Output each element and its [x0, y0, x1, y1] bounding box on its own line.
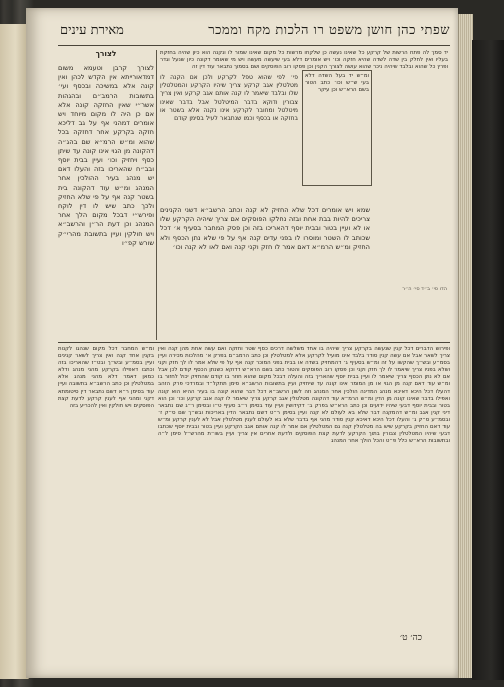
boxed-note — [302, 70, 372, 186]
left-column-heading — [58, 50, 154, 62]
main-text-top: יד סמך לה פתח הרשות של קרקע כל שאינו נעשה כן שלקחו מרשות כל מקום שאינו שמור לו ונקנה הוא כיון שהיה בחזקת בעליו ואין לחלק בין שדה לשדה שהיא חזקה וכו׳ ויש אומרים דלא בעי שיעשה מעשה ויש מי שאומר דקונה כיון שנעל וגדר ופרץ כל שהוא ובלבד שיהיה ניכר שהוא עושה לצורך הקנין וכן פסקו רוב הפוסקים ושם בסמוך נתבאר עוד דין זה — [160, 50, 448, 70]
commentary-right-upper: פי׳ לפי שהוא טפל לקרקע ולכן אם הקנה לו מטלטלין אגב קרקע צריך שיהיו הקרקע והמטלטלין שלו ובלבד שיאמר לו קנה אותם אגב קרקע ואין צריך צבורין ודוקא בדבר המיטלטל אבל בדבר שאינו מיטלטל ומחובר לקרקע אינו נקנה אלא בשטר או בחזקה או בכסף וכמו שנתבאר לעיל בסימן קודם — [160, 74, 298, 123]
left-column-heading-word: לצורך — [95, 50, 117, 58]
cover-edge — [472, 40, 504, 680]
running-header — [58, 22, 450, 44]
column-divider — [156, 50, 157, 340]
margin-note: הדו סי׳ ב״ד סי׳ ה״ר — [402, 286, 447, 292]
previous-page-edge — [0, 24, 29, 679]
commentary-left-upper: לצורך קרבן וטעמא משום דמדאורייתא אין הקדש לכהן ואין קונה אלא במשיכה ובכסף ועי׳ בתשובות הרמב״ם ובהגהות אשר״י שאין החזקה קונה אלא אם כן היה לו מקום מיוחד ויש אומרים דמהני אף על גב דליכא חזקה בקרקע אחר דחזקה בכל שהוא ומ״ש הרמ״א שם בהג״ה דהקונה מן הגוי אינו קונה עד שיתן כסף ויחזיק וכו׳ ועיין בבית יוסף ובב״ח שהאריכו בזה והעלו דאם יש מנהג בעיר ההולכין אחר המנהג ומ״ש עוד דהקונה בית בשטר קנה אף על פי שלא החזיק ולכך כתב שיש לו דין לוקח ופירש״י דבכל מקום הלך אחר המנהג וכן דעת הר״ן והרשב״א ויש חולקין ועיין בתשובת מהרי״ק שורש קפ״ו — [58, 64, 154, 247]
header-title: שפתי כהן חושן משפט רו הלכות מקח וממכר — [208, 23, 450, 38]
boxed-note-text: ומ״ש יד בעל השדה דלא בעי ש״ש וכו׳ כתב הטור בשם הרא״ש וכן עיקר — [305, 73, 369, 94]
commentary-lower-main: ופירוש הדברים דכל קנין שנעשה בקרקע צריך שיהיה בו אחד משלשה דרכים כסף שטר וחזקה ואם עשה אחת מהן קנה ואין צריך לשאר אבל אם עשה קנין סודר בלבד אינו מועיל לקרקע אלא למטלטלין וכן כתב הרמב״ם בפרק א׳ מהלכות מכירה ועיין בסמ״ע ובש״ך שהקשו על זה ומ״ש בסעיף ג׳ דהמחזיק בשדה או בבית בפני המוכר קנה אף על פי שלא אמר לו לך חזק וקני ושלא בפניו צריך שיאמר לו לך חזק וקני וכן פסקו רוב הפוסקים והטור כתב בשם הרא״ש דדוקא כשנתן הכסף קודם לכן אבל אם לא נתן הכסף צריך שיאמר לו ועיין בבית יוסף שהאריך בזה והעלה דבכל מקום שהוא חוזר בו קודם שהחזיק יכול לחזור בו ומ״ש עוד דאם קנה מן הגוי או מן המומר אינו קונה עד שיחזיק ועיין בתשובות הרשב״א סימן תתקל״ד ובמרדכי פרק הזהב דהעלו דכל היכא דאיכא מנהג המדינה הולכין אחר המנהג וזה לשון הרשב״א דכל דבר שהוא קונה בו בעיר ההיא הוא קונה ואפילו בדבר שאינו קונה מן הדין ומ״ש הרמ״א עוד דהקונה מטלטלין אגב קרקע צריך שיאמר לו קנה אגב קרקע וכו׳ וכן הוא בטור ובבית יוסף דבעי שיהיו ידועים וכן כתב הרא״ש בפרק ב׳ דקידושין ועיין עוד בסימן ר״ב סעיף ט״ו ובסימן ר״ג שם נתבאר דיני קנין אגב ומ״ש דהמקנה דבר שלא בא לעולם לא קנה ועיין בסימן ר״ט דשם נתבאר הדין באריכות ובש״ך שם ס״ק ז׳ ובסמ״ע ס״ק ג׳ והעלו דכל היכא דאיכא קנין סודר מהני אף בדבר שלא בא לעולם לענין מטלטלין אבל לא לענין קרקע ומ״ש עוד דאם החזיק בקרקע שיש בה מטלטלין קנה גם המטלטלין אם אמר לו קנה אותם אגב הקרקע ועיין בטור ובבית יוסף שכתבו דבעי שיהיו המטלטלין צבורין בתוך הקרקע לדעת קצת הפוסקים ולדעת אחרים אין צריך ועיין בשו״ת מהרש״ל סימן ל״ה ובתשובות הרא״ש כלל פ״ט והכל הולך אחר המנהג — [158, 346, 450, 445]
section-rule — [58, 342, 450, 343]
header-commentary-title: מאירת עינים — [60, 23, 124, 38]
header-rule — [58, 45, 450, 46]
main-text-middle: שמא ויש אומרים דכל שלא החזיק לא קנה וכתב הרשב״א דשני הקנינים צריכים להיות בבת אחת ובזה נחלקו הפוסקים אם צריך שיהיה הקרקע שלו או לא ועיין בטור ובבית יוסף דהאריכו בזה וכן פסק המחבר בסעיף א׳ דכל שכותב לו השטר ומוסרו לו בפני עדים קנה אף על פי שלא נתן הכסף ולא החזיק ומ״ש הרמ״א דאם אמר לו חזק וקני קנה ואם לאו לא קנה וכו׳ — [160, 206, 370, 251]
commentary-lower-left: ומ״ש המחבר דכל מקום שנהגו לקנות בקנין אחד קנה ואין צריך לשאר קנינים ועיין בסמ״ע ובש״ך ובט״ז שהאריכו בזה וכתבו דאפילו בקרקע מהני מנהג ודלא כמאן דאמר דלא מהני מנהג אלא במטלטלין וכן כתב הרשב״א בתשובה ועיין עוד בסימן ר״א דשם נתבאר דין סיטומתא דקני ומהני אף לענין קרקע לדעת קצת הפוסקים ויש חולקין ואין להכריע בזה — [58, 346, 154, 409]
page-stack-edge — [458, 14, 473, 678]
catchword: כה׳ ט׳ — [400, 633, 423, 643]
